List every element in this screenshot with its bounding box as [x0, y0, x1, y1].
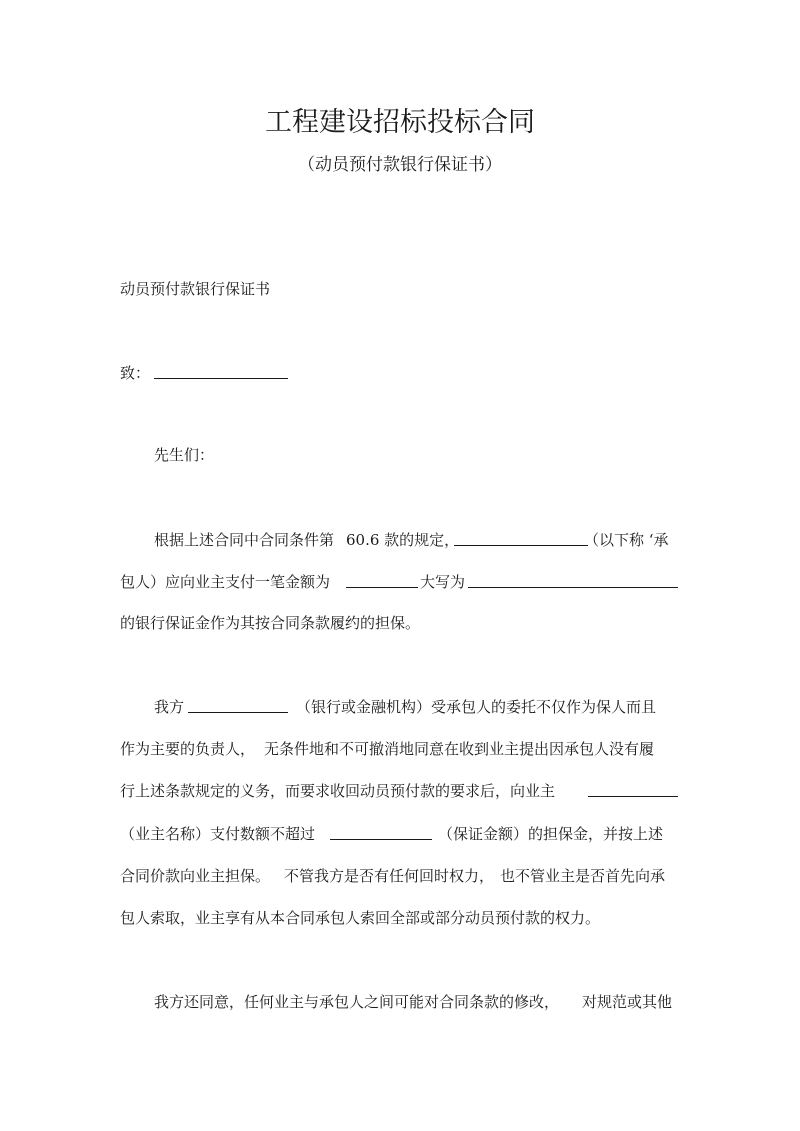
p2-line5-a: 合同价款向业主担保。 [120, 867, 271, 885]
owner-blank [588, 782, 678, 797]
p2-line1-b: （银行或金融机构）受承包人的委托不仅作为保人而且 [296, 698, 657, 716]
p1-line1-b: 60.6 款的规定， [346, 531, 460, 549]
section-heading: 动员预付款银行保证书 [120, 280, 271, 298]
amount-blank [346, 573, 418, 588]
p1-line1-a: 根据上述合同中合同条件第 [154, 531, 335, 549]
document-title: 工程建设招标投标合同 [265, 107, 535, 138]
p2-line4-a: （业主名称）支付数额不超过 [120, 825, 316, 843]
guarantee-amount-blank [330, 825, 432, 840]
p2-line3: 行上述条款规定的义务，而要求收回动员预付款的要求后，向业主 [120, 782, 556, 800]
p1-line1-c: （以下称 ‘承 [584, 531, 669, 549]
bank-blank [188, 698, 288, 713]
p3-line1-a: 我方还同意，任何业主与承包人之间可能对合同条款的修改， [154, 993, 560, 1011]
contractor-blank [454, 531, 588, 546]
p1-line2-b: 大写为 [420, 573, 466, 591]
p2-line5-c: 也不管业主是否首先向承 [500, 867, 666, 885]
p1-line2-a: 包人）应向业主支付一笔金额为 [120, 573, 331, 591]
p1-line3: 的银行保证金作为其按合同条款履约的担保。 [120, 614, 421, 632]
p2-line1-a: 我方 [154, 698, 185, 716]
p2-line5-b: 不管我方是否有任何回时权力， [284, 867, 495, 885]
p2-line4-b: （保证金额）的担保金，并按上述 [438, 825, 664, 843]
to-label: 致： [120, 364, 151, 382]
p2-line2-b: 无条件地和不可撤消地同意在收到业主提出因承包人没有履 [264, 740, 655, 758]
p3-line1-b: 对规范或其他 [582, 993, 673, 1011]
p2-line2-a: 作为主要的负责人， [120, 740, 256, 758]
p2-line6: 包人索取，业主享有从本合同承包人索回全部或部分动员预付款的权力。 [120, 909, 601, 927]
amount-words-blank [468, 573, 678, 588]
salutation: 先生们： [154, 446, 215, 464]
document-subtitle: （动员预付款银行保证书） [298, 155, 502, 175]
recipient-blank [154, 364, 288, 379]
